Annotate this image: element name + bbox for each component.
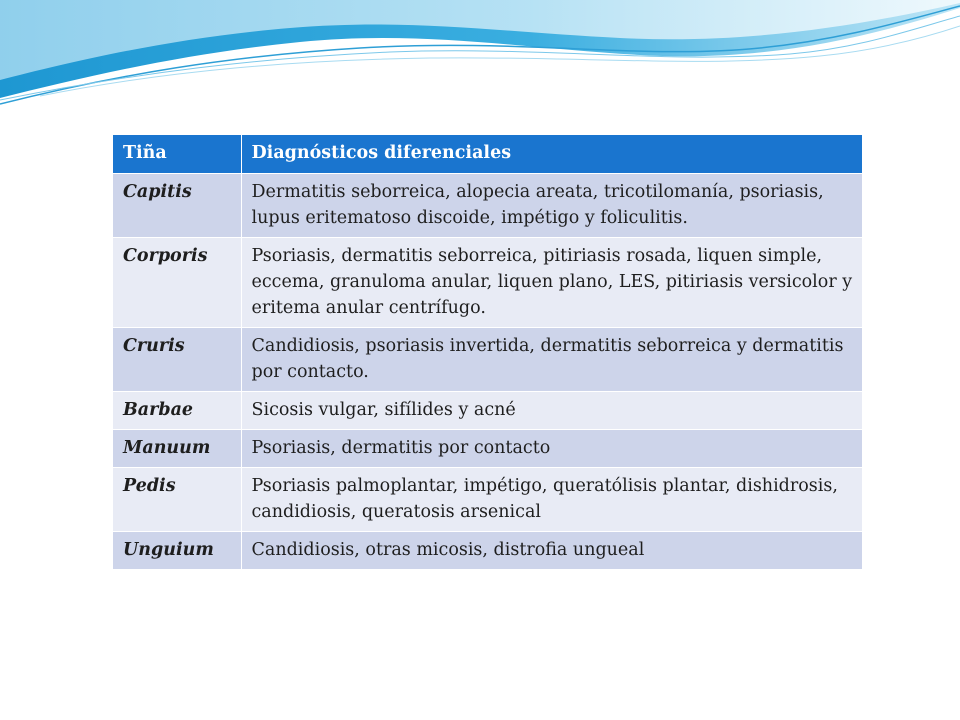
row-diagnoses-cell: Candidiosis, psoriasis invertida, dermatitis seborreica y dermatitis por contacto.	[241, 328, 862, 392]
row-name-cell: Barbae	[113, 392, 241, 430]
row-diagnoses-cell: Candidiosis, otras micosis, distrofia ungueal	[241, 532, 862, 570]
differential-diagnosis-table	[113, 135, 863, 570]
row-name-cell: Manuum	[113, 430, 241, 468]
table-row	[113, 468, 862, 532]
table-row	[113, 392, 862, 430]
row-diagnoses-cell: Psoriasis palmoplantar, impétigo, queratólisis plantar, dishidrosis, candidiosis, queratosis arsenical	[241, 468, 862, 532]
row-diagnoses-cell: Sicosis vulgar, sifílides y acné	[241, 392, 862, 430]
table-row	[113, 532, 862, 570]
row-name-cell: Unguium	[113, 532, 241, 570]
table-row	[113, 430, 862, 468]
decorative-wave-banner	[0, 0, 960, 120]
row-name-cell: Corporis	[113, 238, 241, 328]
table-row	[113, 328, 862, 392]
row-name-cell: Cruris	[113, 328, 241, 392]
table-row	[113, 174, 862, 238]
table-header-row	[113, 135, 862, 174]
row-name-cell: Pedis	[113, 468, 241, 532]
row-diagnoses-cell: Psoriasis, dermatitis seborreica, pitiriasis rosada, liquen simple, eccema, granuloma anular, liquen plano, LES, pitiriasis versicolor y eritema anular centrífugo.	[241, 238, 862, 328]
table-row	[113, 238, 862, 328]
row-diagnoses-cell: Dermatitis seborreica, alopecia areata, tricotilomanía, psoriasis, lupus eritematoso discoide, impétigo y foliculitis.	[241, 174, 862, 238]
row-diagnoses-cell: Psoriasis, dermatitis por contacto	[241, 430, 862, 468]
header-diagnosticos: Diagnósticos diferenciales	[241, 135, 862, 174]
header-tina: Tiña	[113, 135, 241, 174]
row-name-cell: Capitis	[113, 174, 241, 238]
